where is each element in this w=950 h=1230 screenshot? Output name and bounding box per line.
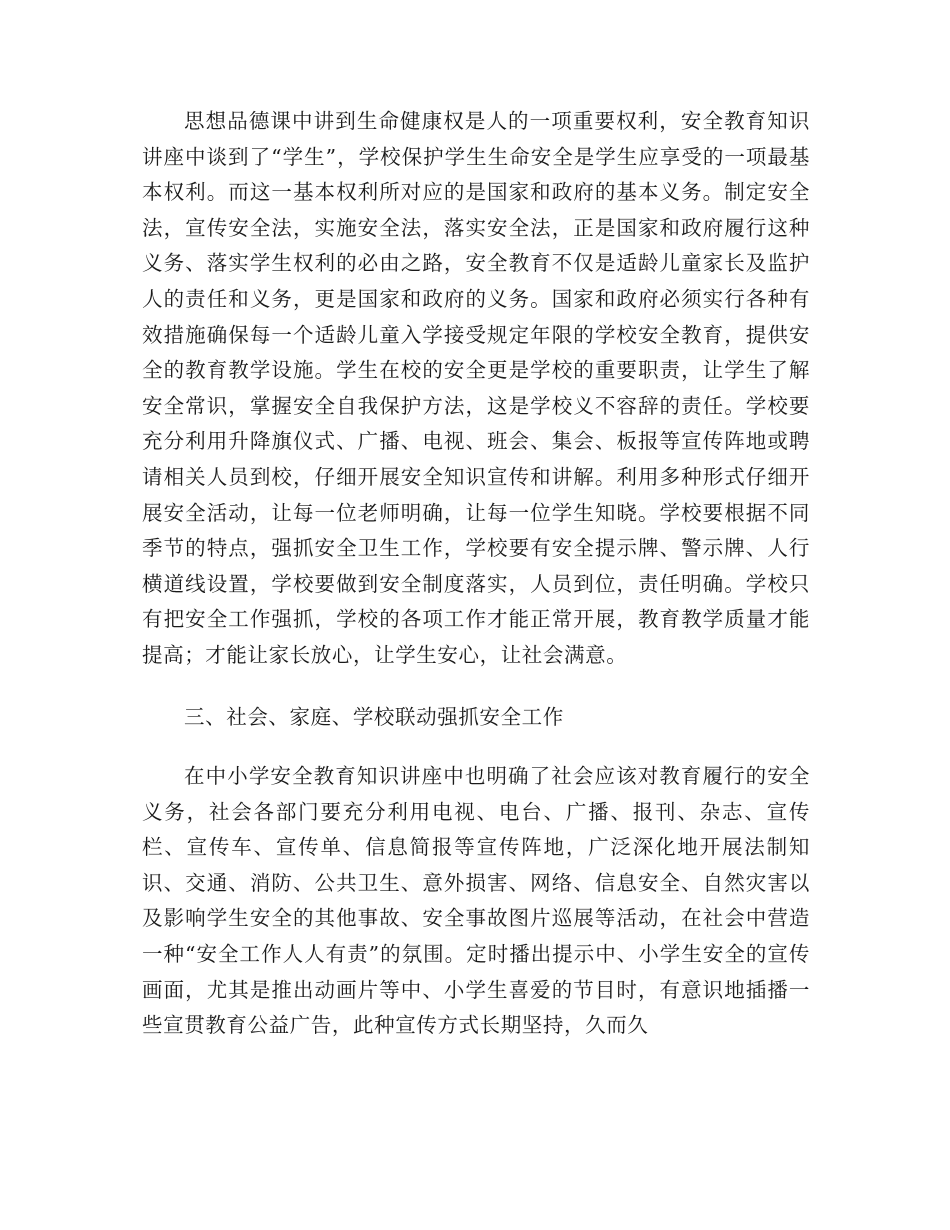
document-page <box>142 104 810 1044</box>
body-paragraph-1: 思想品德课中讲到生命健康权是人的一项重要权利，安全教育知识讲座中谈到了“学生”，学校保护学生生命安全是学生应享受的一项最基本权利。而这一基本权利所对应的是国家和政府的基本义务。制定安全法，宣传安全法，实施安全法，落实安全法，正是国家和政府履行这种义务、落实学生权利的必由之路，安全教育不仅是适龄儿童家长及监护人的责任和义务，更是国家和政府的义务。国家和政府必须实行各种有效措施确保每一个适龄儿童入学接受规定年限的学校安全教育，提供安全的教育教学设施。学生在校的安全更是学校的重要职责，让学生了解安全常识，掌握安全自我保护方法，这是学校义不容辞的责任。学校要充分利用升降旗仪式、广播、电视、班会、集会、板报等宣传阵地或聘请相关人员到校，仔细开展安全知识宣传和讲解。利用多种形式仔细开展安全活动，让每一位老师明确，让每一位学生知晓。学校要根据不同季节的特点，强抓安全卫生工作，学校要有安全提示牌、警示牌、人行横道线设置，学校要做到安全制度落实，人员到位，责任明确。学校只有把安全工作强抓，学校的各项工作才能正常开展，教育教学质量才能提高；才能让家长放心，让学生安心，让社会满意。 <box>142 109 810 667</box>
section-heading: 三、社会、家庭、学校联动强抓安全工作 <box>184 704 564 729</box>
body-paragraph-2: 在中小学安全教育知识讲座中也明确了社会应该对教育履行的安全义务，社会各部门要充分利用电视、电台、广播、报刊、杂志、宣传栏、宣传车、宣传单、信息简报等宣传阵地，广泛深化地开展法制知识、交通、消防、公共卫生、意外损害、网络、信息安全、自然灾害以及影响学生安全的其他事故、安全事故图片巡展等活动，在社会中营造一种“安全工作人人有责”的氛围。定时播出提示中、小学生安全的宣传画面，尤其是推出动画片等中、小学生喜爱的节目时，有意识地插播一些宣贯教育公益广告，此种宣传方式长期坚持，久而久 <box>142 764 810 1038</box>
